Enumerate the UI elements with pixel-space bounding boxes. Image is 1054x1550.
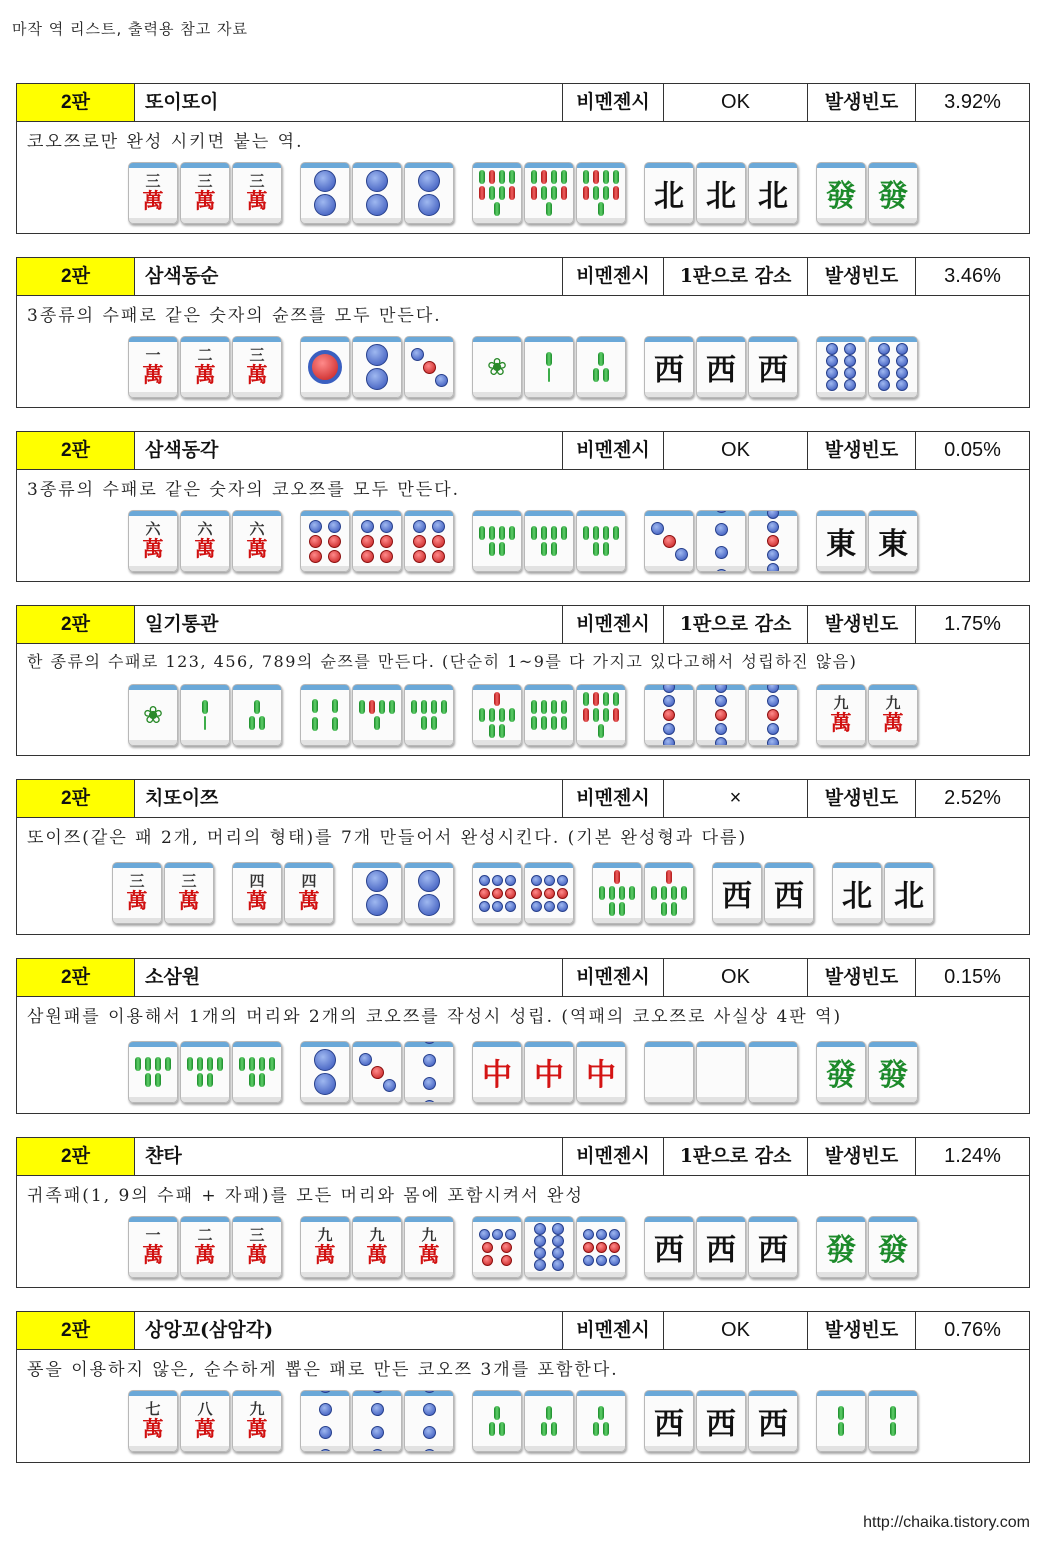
pin-2-tile xyxy=(352,162,402,224)
pin-8-tile xyxy=(868,336,918,398)
tile-group xyxy=(644,1390,798,1452)
north-wind-tile: 北 xyxy=(644,162,694,224)
tile-group xyxy=(644,336,798,398)
menzen-value: OK xyxy=(664,959,808,996)
yaku-header xyxy=(17,780,1029,818)
man-6-tile: 六 萬 xyxy=(128,510,178,572)
han-value: 2판 xyxy=(17,1138,135,1175)
man-3-tile: 三 萬 xyxy=(232,336,282,398)
man-6-tile: 六 萬 xyxy=(180,510,230,572)
yaku-header xyxy=(17,606,1029,644)
green-dragon-tile: 發 xyxy=(868,162,918,224)
tile-group xyxy=(832,862,934,924)
yaku-header xyxy=(17,84,1029,122)
tile-group xyxy=(644,510,798,572)
menzen-value: OK xyxy=(664,432,808,469)
yaku-name: 치또이쯔 xyxy=(135,780,563,817)
tile-example xyxy=(17,334,1029,400)
tile-group xyxy=(816,1216,918,1278)
tile-group xyxy=(300,162,454,224)
sou-4-tile xyxy=(300,684,350,746)
north-wind-tile: 北 xyxy=(696,162,746,224)
sou-3-tile xyxy=(524,1390,574,1452)
yaku-header xyxy=(17,1138,1029,1176)
tile-group xyxy=(112,862,214,924)
tile-group xyxy=(472,1216,626,1278)
pin-1-tile xyxy=(300,336,350,398)
yaku-header xyxy=(17,258,1029,296)
west-wind-tile: 西 xyxy=(764,862,814,924)
sou-3-tile xyxy=(576,1390,626,1452)
green-dragon-tile: 發 xyxy=(816,1216,866,1278)
menzen-label: 비멘젠시 xyxy=(563,1312,664,1349)
pin-6-tile xyxy=(404,510,454,572)
sou-8-tile xyxy=(524,684,574,746)
han-value: 2판 xyxy=(17,959,135,996)
yaku-name: 삼색동각 xyxy=(135,432,563,469)
west-wind-tile: 西 xyxy=(748,336,798,398)
tile-group xyxy=(352,862,454,924)
yaku-description: 삼원패를 이용해서 1개의 머리와 2개의 코오쯔를 작성시 성립. (역패의 코오쯔로 사실상 4판 역) xyxy=(27,1007,843,1027)
man-9-tile: 九 萬 xyxy=(816,684,866,746)
north-wind-tile: 北 xyxy=(884,862,934,924)
west-wind-tile: 西 xyxy=(712,862,762,924)
tile-example xyxy=(17,1388,1029,1454)
menzen-value: 1판으로 감소 xyxy=(664,606,808,643)
man-3-tile: 三 萬 xyxy=(128,162,178,224)
sou-6-tile xyxy=(180,1041,230,1103)
freq-value: 0.15% xyxy=(944,966,1001,988)
footer-url: http://chaika.tistory.com xyxy=(863,1514,1030,1531)
sou-6-tile xyxy=(576,510,626,572)
pin-6-tile xyxy=(352,510,402,572)
sou-2-tile xyxy=(868,1390,918,1452)
menzen-label: 비멘젠시 xyxy=(563,84,664,121)
document-title: 마작 역 리스트, 출력용 참고 자료 xyxy=(12,20,248,38)
pin-9-tile xyxy=(472,862,522,924)
tile-group xyxy=(472,336,626,398)
pin-2-tile xyxy=(404,862,454,924)
tile-group xyxy=(816,1390,918,1452)
sou-7-tile xyxy=(592,862,642,924)
han-value: 2판 xyxy=(17,1312,135,1349)
tile-group xyxy=(472,684,626,746)
tile-group xyxy=(592,862,694,924)
han-value: 2판 xyxy=(17,432,135,469)
yaku-description: 3종류의 수패로 같은 숫자의 슌쯔를 모두 만든다. xyxy=(27,306,442,326)
west-wind-tile: 西 xyxy=(748,1390,798,1452)
tile-group xyxy=(816,510,918,572)
menzen-label: 비멘젠시 xyxy=(563,606,664,643)
pin-5-tile xyxy=(644,684,694,746)
pin-5-tile xyxy=(748,510,798,572)
man-9-tile: 九 萬 xyxy=(868,684,918,746)
sou-6-tile xyxy=(404,684,454,746)
yaku-block-ittsu xyxy=(16,605,1030,756)
yaku-block-sanankou xyxy=(16,1311,1030,1463)
sou-3-tile xyxy=(472,1390,522,1452)
sou-6-tile xyxy=(128,1041,178,1103)
pin-2-tile xyxy=(300,1041,350,1103)
pin-4-tile xyxy=(696,510,746,572)
pin-2-tile xyxy=(352,862,402,924)
pin-4-tile xyxy=(300,1390,350,1452)
white-dragon-tile xyxy=(748,1041,798,1103)
sou-3-tile xyxy=(232,684,282,746)
freq-value: 1.75% xyxy=(944,613,1001,635)
man-4-tile: 四 萬 xyxy=(232,862,282,924)
han-value: 2판 xyxy=(17,606,135,643)
tile-group xyxy=(128,684,282,746)
pin-5-tile xyxy=(748,684,798,746)
freq-label: 발생빈도 xyxy=(808,780,916,817)
tile-group xyxy=(128,1216,282,1278)
yaku-block-toitoi xyxy=(16,83,1030,234)
yaku-description: 귀족패(1, 9의 수패 + 자패)를 모든 머리와 몸에 포함시켜서 완성 xyxy=(27,1186,584,1206)
freq-value: 3.92% xyxy=(944,91,1001,113)
pin-4-tile xyxy=(404,1041,454,1103)
tile-group xyxy=(300,336,454,398)
han-value: 2판 xyxy=(17,84,135,121)
yaku-header xyxy=(17,432,1029,470)
sou-3-tile xyxy=(576,336,626,398)
menzen-label: 비멘젠시 xyxy=(563,432,664,469)
tile-group xyxy=(644,1216,798,1278)
man-3-tile: 三 萬 xyxy=(112,862,162,924)
tile-group xyxy=(128,1390,282,1452)
west-wind-tile: 西 xyxy=(644,1390,694,1452)
white-dragon-tile xyxy=(696,1041,746,1103)
tile-group xyxy=(128,510,282,572)
yaku-description: 3종류의 수패로 같은 숫자의 코오쯔를 모두 만든다. xyxy=(27,480,461,500)
yaku-description: 또이쯔(같은 패 2개, 머리의 형태)를 7개 만들어서 완성시킨다. (기본 완성형과 다름) xyxy=(27,828,748,848)
tile-example xyxy=(17,1039,1029,1105)
menzen-value: × xyxy=(664,780,808,817)
tile-group xyxy=(816,336,918,398)
sou-7-tile xyxy=(472,684,522,746)
tile-group xyxy=(712,862,814,924)
freq-value: 3.46% xyxy=(944,265,1001,287)
han-value: 2판 xyxy=(17,780,135,817)
pin-8-tile xyxy=(524,1216,574,1278)
menzen-label: 비멘젠시 xyxy=(563,1138,664,1175)
tile-example xyxy=(17,860,1029,926)
tile-example xyxy=(17,160,1029,226)
west-wind-tile: 西 xyxy=(644,1216,694,1278)
pin-3-tile xyxy=(644,510,694,572)
sou-2-tile xyxy=(816,1390,866,1452)
pin-3-tile xyxy=(352,1041,402,1103)
tile-group xyxy=(128,1041,282,1103)
yaku-header xyxy=(17,959,1029,997)
yaku-name: 챤타 xyxy=(135,1138,563,1175)
tile-group xyxy=(300,684,454,746)
pin-9-tile xyxy=(576,1216,626,1278)
man-1-tile: 一 萬 xyxy=(128,1216,178,1278)
man-9-tile: 九 萬 xyxy=(300,1216,350,1278)
yaku-block-sanshoku-doukou xyxy=(16,431,1030,582)
tile-group xyxy=(472,162,626,224)
freq-value: 0.76% xyxy=(944,1319,1001,1341)
tile-group xyxy=(472,1390,626,1452)
man-7-tile: 七 萬 xyxy=(128,1390,178,1452)
sou-9-tile xyxy=(576,162,626,224)
yaku-description: 코오쯔로만 완성 시키면 붙는 역. xyxy=(27,132,304,152)
tile-example xyxy=(17,508,1029,574)
menzen-value: OK xyxy=(664,84,808,121)
red-dragon-tile: 中 xyxy=(524,1041,574,1103)
pin-8-tile xyxy=(816,336,866,398)
freq-label: 발생빈도 xyxy=(808,606,916,643)
menzen-label: 비멘젠시 xyxy=(563,258,664,295)
yaku-header xyxy=(17,1312,1029,1350)
north-wind-tile: 北 xyxy=(748,162,798,224)
man-1-tile: 一 萬 xyxy=(128,336,178,398)
tile-group xyxy=(816,162,918,224)
man-6-tile: 六 萬 xyxy=(232,510,282,572)
tile-group xyxy=(472,862,574,924)
man-9-tile: 九 萬 xyxy=(404,1216,454,1278)
tile-group xyxy=(816,1041,918,1103)
freq-label: 발생빈도 xyxy=(808,258,916,295)
pin-2-tile xyxy=(404,162,454,224)
pin-5-tile xyxy=(696,684,746,746)
yaku-block-shousangen xyxy=(16,958,1030,1114)
freq-value: 1.24% xyxy=(944,1145,1001,1167)
red-dragon-tile: 中 xyxy=(472,1041,522,1103)
tile-example xyxy=(17,682,1029,748)
white-dragon-tile xyxy=(644,1041,694,1103)
yaku-description: 한 종류의 수패로 123, 456, 789의 슌쯔를 만든다. (단순히 1~9를 다 가지고 있다고해서 성립하진 않음) xyxy=(27,652,858,671)
man-8-tile: 八 萬 xyxy=(180,1390,230,1452)
sou-7-tile xyxy=(644,862,694,924)
tile-group xyxy=(300,1041,454,1103)
east-wind-tile: 東 xyxy=(868,510,918,572)
west-wind-tile: 西 xyxy=(696,336,746,398)
west-wind-tile: 西 xyxy=(696,1390,746,1452)
tile-group xyxy=(644,684,798,746)
yaku-name: 소삼원 xyxy=(135,959,563,996)
pin-2-tile xyxy=(352,336,402,398)
menzen-value: 1판으로 감소 xyxy=(664,258,808,295)
man-3-tile: 三 萬 xyxy=(232,1216,282,1278)
freq-label: 발생빈도 xyxy=(808,959,916,996)
sou-6-tile xyxy=(232,1041,282,1103)
west-wind-tile: 西 xyxy=(644,336,694,398)
sou-1-tile: ❀ xyxy=(472,336,522,398)
tile-group xyxy=(300,510,454,572)
tile-group xyxy=(816,684,918,746)
menzen-label: 비멘젠시 xyxy=(563,780,664,817)
yaku-name: 삼색동순 xyxy=(135,258,563,295)
menzen-value: 1판으로 감소 xyxy=(664,1138,808,1175)
freq-value: 0.05% xyxy=(944,439,1001,461)
freq-value: 2.52% xyxy=(944,787,1001,809)
pin-2-tile xyxy=(300,162,350,224)
man-3-tile: 三 萬 xyxy=(164,862,214,924)
han-value: 2판 xyxy=(17,258,135,295)
sou-5-tile xyxy=(352,684,402,746)
freq-label: 발생빈도 xyxy=(808,84,916,121)
tile-group xyxy=(232,862,334,924)
pin-4-tile xyxy=(404,1390,454,1452)
tile-group xyxy=(300,1390,454,1452)
yaku-description: 퐁을 이용하지 않은, 순수하게 뽑은 패로 만든 코오쯔 3개를 포함한다. xyxy=(27,1360,619,1380)
tile-group xyxy=(128,336,282,398)
tile-group xyxy=(128,162,282,224)
man-3-tile: 三 萬 xyxy=(232,162,282,224)
sou-1-tile: ❀ xyxy=(128,684,178,746)
green-dragon-tile: 發 xyxy=(816,1041,866,1103)
freq-label: 발생빈도 xyxy=(808,1312,916,1349)
west-wind-tile: 西 xyxy=(748,1216,798,1278)
sou-6-tile xyxy=(472,510,522,572)
tile-example xyxy=(17,1214,1029,1280)
menzen-value: OK xyxy=(664,1312,808,1349)
tile-group xyxy=(644,162,798,224)
yaku-block-chiitoitsu xyxy=(16,779,1030,935)
green-dragon-tile: 發 xyxy=(868,1041,918,1103)
yaku-block-sanshoku-doujun xyxy=(16,257,1030,408)
green-dragon-tile: 發 xyxy=(868,1216,918,1278)
freq-label: 발생빈도 xyxy=(808,432,916,469)
red-dragon-tile: 中 xyxy=(576,1041,626,1103)
sou-9-tile xyxy=(524,162,574,224)
pin-9-tile xyxy=(524,862,574,924)
sou-2-tile xyxy=(180,684,230,746)
man-9-tile: 九 萬 xyxy=(232,1390,282,1452)
tile-group xyxy=(644,1041,798,1103)
sou-2-tile xyxy=(524,336,574,398)
west-wind-tile: 西 xyxy=(696,1216,746,1278)
man-2-tile: 二 萬 xyxy=(180,336,230,398)
sou-9-tile xyxy=(472,162,522,224)
tile-group xyxy=(472,1041,626,1103)
man-3-tile: 三 萬 xyxy=(180,162,230,224)
man-2-tile: 二 萬 xyxy=(180,1216,230,1278)
pin-4-tile xyxy=(352,1390,402,1452)
east-wind-tile: 東 xyxy=(816,510,866,572)
sou-6-tile xyxy=(524,510,574,572)
man-9-tile: 九 萬 xyxy=(352,1216,402,1278)
yaku-name: 상앙꼬(삼암각) xyxy=(135,1312,563,1349)
tile-group xyxy=(300,1216,454,1278)
green-dragon-tile: 發 xyxy=(816,162,866,224)
yaku-name: 일기통관 xyxy=(135,606,563,643)
pin-3-tile xyxy=(404,336,454,398)
north-wind-tile: 北 xyxy=(832,862,882,924)
pin-6-tile xyxy=(300,510,350,572)
sou-9-tile xyxy=(576,684,626,746)
man-4-tile: 四 萬 xyxy=(284,862,334,924)
yaku-name: 또이또이 xyxy=(135,84,563,121)
pin-7-tile xyxy=(472,1216,522,1278)
freq-label: 발생빈도 xyxy=(808,1138,916,1175)
tile-group xyxy=(472,510,626,572)
menzen-label: 비멘젠시 xyxy=(563,959,664,996)
yaku-block-chanta xyxy=(16,1137,1030,1288)
